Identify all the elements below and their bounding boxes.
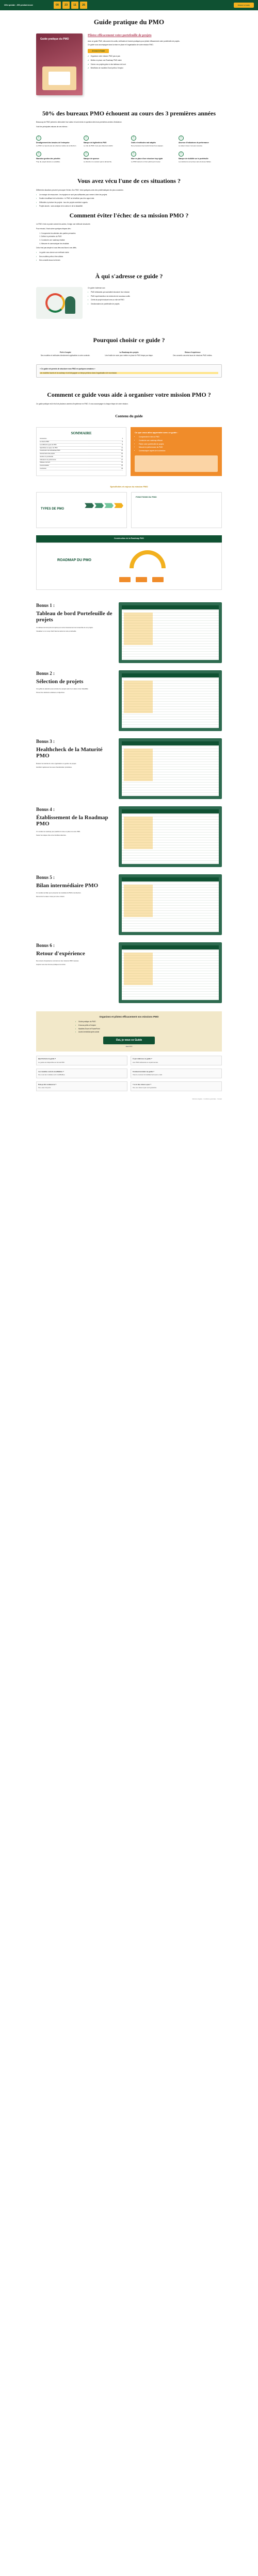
new-price: 39 € [129, 1045, 133, 1048]
list-item: 2. Définir le périmètre du PMO [41, 235, 222, 238]
reason-card: ! Manque de sponsor La direction ne soutient pas la démarche. [84, 151, 112, 163]
avoid-paragraph: Pour réussir, il faut suivre quelques étapes clés : [36, 228, 72, 230]
failure-reasons-grid [26, 130, 232, 168]
avoid-steps-list [36, 232, 222, 245]
table-of-contents [36, 427, 126, 476]
countdown-minutes: 11 [71, 2, 78, 9]
stats-title: 50% des bureaux PMO échouent au cours des 3 premières années [42, 109, 216, 117]
topbar-cta-button[interactable]: Obtenir le Guide [234, 3, 254, 8]
bonus-screenshot [119, 806, 222, 867]
why-item: Prêt à l'emploi Des modèles et méthodes directement applicables à votre contexte. [40, 351, 90, 357]
toc-row: Gouvernance des projets 19 [40, 453, 123, 456]
bonus-screenshot [119, 602, 222, 663]
reason-card: ! Désalignement des besoins de l'entreprise Le PMO ne répond pas aux attentes réelles de la direction. [36, 135, 77, 147]
learn-panel [131, 427, 222, 476]
list-item: 1. Comprendre les attentes des parties prenantes [41, 232, 222, 235]
list-item: • Accès immédiat après achat [75, 1031, 214, 1033]
toc-title: SOMMAIRE [71, 431, 92, 435]
toc-row: Construction de la Roadmap PMO 15 [40, 450, 123, 453]
cover-title: Guide pratique du PMO [40, 37, 69, 41]
bonus-item: Bonus 3 : Healthcheck de la Maturité PMO Évaluez la maturité de votre organisation en gestion de projets. Identifiez rapidement les axes d'amélioration prioritaires. [26, 738, 232, 799]
page-title: Guide pratique du PMO [93, 18, 165, 26]
reason-card: ! Absence d'indicateurs de performance La valeur créée n'est pas mesurée. [179, 135, 209, 147]
toc-row: Le rôle du PMO 5 [40, 441, 123, 444]
list-item: • 6 bonus prêts à l'emploi [75, 1024, 214, 1027]
list-item: • Gestionnaires de portefeuille de projets [88, 303, 130, 306]
howto-title: Comment ce guide vous aide à organiser votre mission PMO ? [47, 391, 211, 399]
list-item: • Difficultés à prioriser les projets : tous les projets semblent urgents. [36, 201, 222, 204]
list-item: • Soutien insuffisant de la direction : le PMO ne bénéficie pas d'un appui clair. [36, 197, 222, 200]
list-item: ✔ Bénéficiez de modèles Excel prêts à l'emploi [88, 67, 123, 70]
price [44, 1045, 214, 1047]
reason-card: ! Outils et méthodes mal adaptés Des processus trop lourds freinent les équipes. [131, 135, 164, 147]
warning-icon: ! [36, 135, 41, 141]
check-icon: ✔ [88, 63, 89, 65]
promo-bar [0, 0, 258, 10]
avoid-paragraph: Le PMO n'est un poste comme les autres, il exige une méthode structurée. [36, 223, 91, 226]
reason-card: ! Manque de visibilité sur le portefeuille Les décisions sont prises sans données fiables. [179, 151, 212, 163]
list-item: 3. Construire une roadmap réaliste [41, 239, 222, 242]
countdown-seconds: 26 [80, 2, 87, 9]
bonus-item: Bonus 2 : Sélection de projets Une grille de sélection pour prioriser les projets selon leur valeur et leur faisabilité. Prenez des décisions éclairées et objectives. [26, 670, 232, 731]
toc-row: Conclusion 39 [40, 467, 123, 470]
list-item: • Chefs de projet évoluant vers un rôle de PMO [88, 299, 130, 301]
gauge-icon [130, 550, 166, 568]
warning-icon: ! [36, 151, 41, 157]
warning-icon: ! [131, 151, 136, 157]
list-item: ✔ Suivez vos projets grâce à des tableaux de bord [88, 63, 126, 65]
countdown [54, 2, 87, 9]
toc-row: Spécificités et enjeux du PMO 11 [40, 447, 123, 450]
bonus-item: Bonus 5 : Bilan intermédiaire PMO Un modèle de bilan pour présenter les résultats du PMO à la direction. Démontrez la valeur créée par votre mission. [26, 874, 232, 935]
promo-text: Offre spéciale : -50% pendant encore [4, 4, 33, 6]
list-item: • Comprendre le rôle du PMO [139, 436, 218, 438]
list-item: • Modèles Excel et PowerPoint [75, 1028, 214, 1030]
list-item: • Construire une roadmap efficace [139, 439, 218, 442]
testimonial [36, 364, 222, 378]
chevron-diagram [85, 503, 123, 508]
list-item: • Des modèles prêts à être utilisés [36, 256, 222, 258]
audience-list [88, 291, 130, 306]
situations-list [36, 194, 222, 208]
faq-item[interactable]: Puis-je être remboursé ? Oui, sous 14 jours. [36, 1081, 127, 1091]
roadmap-banner: Construction de la Roadmap PMO [36, 535, 222, 542]
bonus-screenshot [119, 942, 222, 1003]
old-price: 79 € [125, 1045, 129, 1048]
hero-buy-button[interactable]: Je veux le Guide [88, 49, 109, 54]
warning-icon: ! [179, 151, 184, 157]
final-buy-button[interactable]: Oui, je veux ce Guide [103, 1037, 155, 1044]
contents-title: Contenu du guide [115, 414, 143, 419]
avoid-title: Comment éviter l'échec de sa mission PMO ? [69, 212, 189, 219]
situations-intro: Différentes situations peuvent provoquer l'échec d'un PMO. Voici quelques-unes des problématiques les plus courantes : [36, 189, 124, 191]
stats-intro: Beaucoup de PMO peinent à démontrer leur valeur et sont remis en question dès leurs premières années d'existence. [36, 121, 122, 124]
list-item: • Le manque de ressources : les équipes ne sont pas suffisantes pour mener à bien les projets. [36, 194, 222, 196]
faq-item[interactable]: Comment accéder au guide ? Vous le recevez immédiatement par e-mail. [131, 1069, 222, 1078]
faq-item[interactable]: Les modèles sont-ils modifiables ? Oui, tous les modèles sont modifiables. [36, 1069, 127, 1078]
list-item: ✔ Organisez votre mission PMO pas à pas [88, 55, 120, 58]
toc-row: Communication 35 [40, 465, 123, 468]
guide-cover-image [36, 33, 83, 95]
testimonial-text: Les modèles fournis et la roadmap m'ont fait gagner un temps précieux dans l'organisation de ma mission. [40, 372, 218, 375]
countdown-days: 00 [54, 2, 61, 9]
check-icon: ✔ [88, 59, 89, 62]
audience-title: À qui s'adresse ce guide ? [95, 272, 163, 280]
warning-icon: ! [84, 135, 89, 141]
situations-title: Vous avez vécu l'une de ces situations ? [77, 177, 181, 185]
list-item: • Communiquer auprès de la direction [139, 450, 218, 452]
audience-intro: Ce guide s'adresse aux : [88, 287, 106, 290]
pmo-types-slide: TYPES DE PMO [36, 492, 127, 528]
list-item: • Le guide vous donne une méthode claire [36, 251, 222, 254]
stats-intro: Voici les principales raisons de ces échecs : [36, 125, 69, 128]
section-subtitle: Spécificités et enjeux du mission PMO [110, 485, 148, 488]
hero-benefits-list [88, 55, 222, 70]
hero-paragraph: Ce guide vous accompagne dans la mise en place et l'organisation de votre mission PMO. [88, 44, 154, 46]
toc-row: Gestion du portefeuille 23 [40, 455, 123, 459]
bonus-screenshot [119, 738, 222, 799]
faq-item[interactable]: Quel format a le guide ? Le guide est disponible au format PDF. [36, 1056, 127, 1065]
toc-row: Indicateurs de performance 27 [40, 459, 123, 462]
warning-icon: ! [131, 135, 136, 141]
bonus-screenshot [119, 670, 222, 731]
roadmap-title: ROADMAP DU PMO [57, 558, 91, 562]
testimonial-headline: « Ce guide m'a permis de structurer mon PMO en quelques semaines » [40, 367, 95, 370]
learn-title: Ce que vous allez apprendre avec ce guide : [135, 431, 179, 434]
footer-links[interactable]: Mentions légales · Conditions générales · Contact [192, 1098, 222, 1100]
final-title: Organisez et pilotez efficacement vos missions PMO [99, 1015, 159, 1018]
toc-row: Tableaux de bord 31 [40, 462, 123, 465]
hero-subtitle: Pilotez efficacement votre portefeuille de projets [88, 33, 152, 37]
avoid-paragraph: Cela n'est pas simple si vous êtes seul face à ces défis. [36, 247, 77, 249]
faq-item[interactable]: À qui s'adresse ce guide ? Aux PMO débutants et expérimentés. [131, 1056, 222, 1065]
check-icon: ✔ [88, 67, 89, 70]
faq-section [26, 1052, 232, 1095]
warning-icon: ! [84, 151, 89, 157]
list-item: 4. Mesurer et communiquer les résultats [41, 243, 222, 245]
howto-text: Ce guide pratique est le fruit de plusieurs années d'expérience en PMO. Il vous accompagne à chaque étape de votre mission. [36, 402, 128, 405]
final-cta-section [36, 1011, 222, 1052]
toc-row: Introduction 3 [40, 438, 123, 441]
list-item: • PMO expérimentés à la recherche de nouveaux outils [88, 295, 130, 298]
list-item: • Piloter votre portefeuille de projets [139, 443, 218, 446]
bonus-item: Bonus 1 : Tableau de bord Portefeuille de projets Un tableau de bord prêt à l'emploi pour suivre l'avancement de l'ensemble de vos projets. Visualisez en un coup d'œil l'état de santé de votre portefeuille. [26, 602, 232, 663]
check-icon: ✔ [88, 55, 89, 58]
learn-illustration [135, 455, 218, 472]
reason-card: ! Mauvaise gestion des priorités Trop de projets lancés en parallèle. [36, 151, 60, 163]
why-item: La Roadmap des projets Une feuille de route pour mettre en place le PMO étape par étape. [105, 351, 153, 357]
bonus-item: Bonus 4 : Établissement de la Roadmap PMO Un modèle de roadmap pour planifier la mise en place de votre PMO. Suivez les étapes clés et les livrables attendus. [26, 806, 232, 867]
roadmap-slide [36, 543, 222, 590]
list-item: • Mesurer la performance du PMO [139, 446, 218, 449]
list-item: • PMO débutants qui souhaitent structurer leur mission [88, 291, 130, 294]
reason-card: ! Mise en place d'une structure trop rigide Le PMO devient un frein plutôt qu'un levier. [131, 151, 163, 163]
avoid-bullets [36, 251, 222, 262]
hero-section [26, 31, 232, 100]
list-item: • Projets lancés : sans analyse de la valeur ni de la faisabilité. [36, 205, 222, 208]
why-title: Pourquoi choisir ce guide ? [93, 336, 165, 344]
why-item: Retour d'expérience Des conseils concrets issus de missions PMO réelles. [173, 351, 213, 357]
faq-item[interactable]: Y a-t-il des mises à jour ? Oui, les mises à jour sont gratuites. [131, 1081, 222, 1091]
bonus-item: Bonus 6 : Retour d'expérience Des retours d'expérience concrets sur des missions PMO réussies. Inspirez-vous des bonnes pratiques du terrain. [26, 942, 232, 1003]
reason-card: ! Manque de légitimité du PMO Le rôle du PMO n'est pas clairement défini. [84, 135, 114, 147]
bonus-screenshot [119, 874, 222, 935]
why-columns [26, 348, 232, 360]
pmo-functions-slide: FONCTIONS DU PMO [131, 492, 222, 528]
roadmap-steps [119, 577, 164, 582]
countdown-hours: 23 [62, 2, 70, 9]
list-item: ✔ Mettez en place une Roadmap PMO claire [88, 59, 122, 62]
list-item: • Guide pratique du PMO [75, 1021, 214, 1023]
cover-illustration [42, 66, 76, 90]
list-item: • Des conseils issus du terrain [36, 259, 222, 262]
toc-row: Les différents types de PMO 8 [40, 444, 123, 447]
hero-paragraph: Avec ce guide PMO, découvrez les outils, méthodes et bonnes pratiques pour piloter efficacement votre portefeuille de projets. [88, 40, 180, 42]
audience-illustration [36, 287, 83, 319]
warning-icon: ! [179, 135, 184, 141]
bonus-list [26, 602, 232, 1003]
